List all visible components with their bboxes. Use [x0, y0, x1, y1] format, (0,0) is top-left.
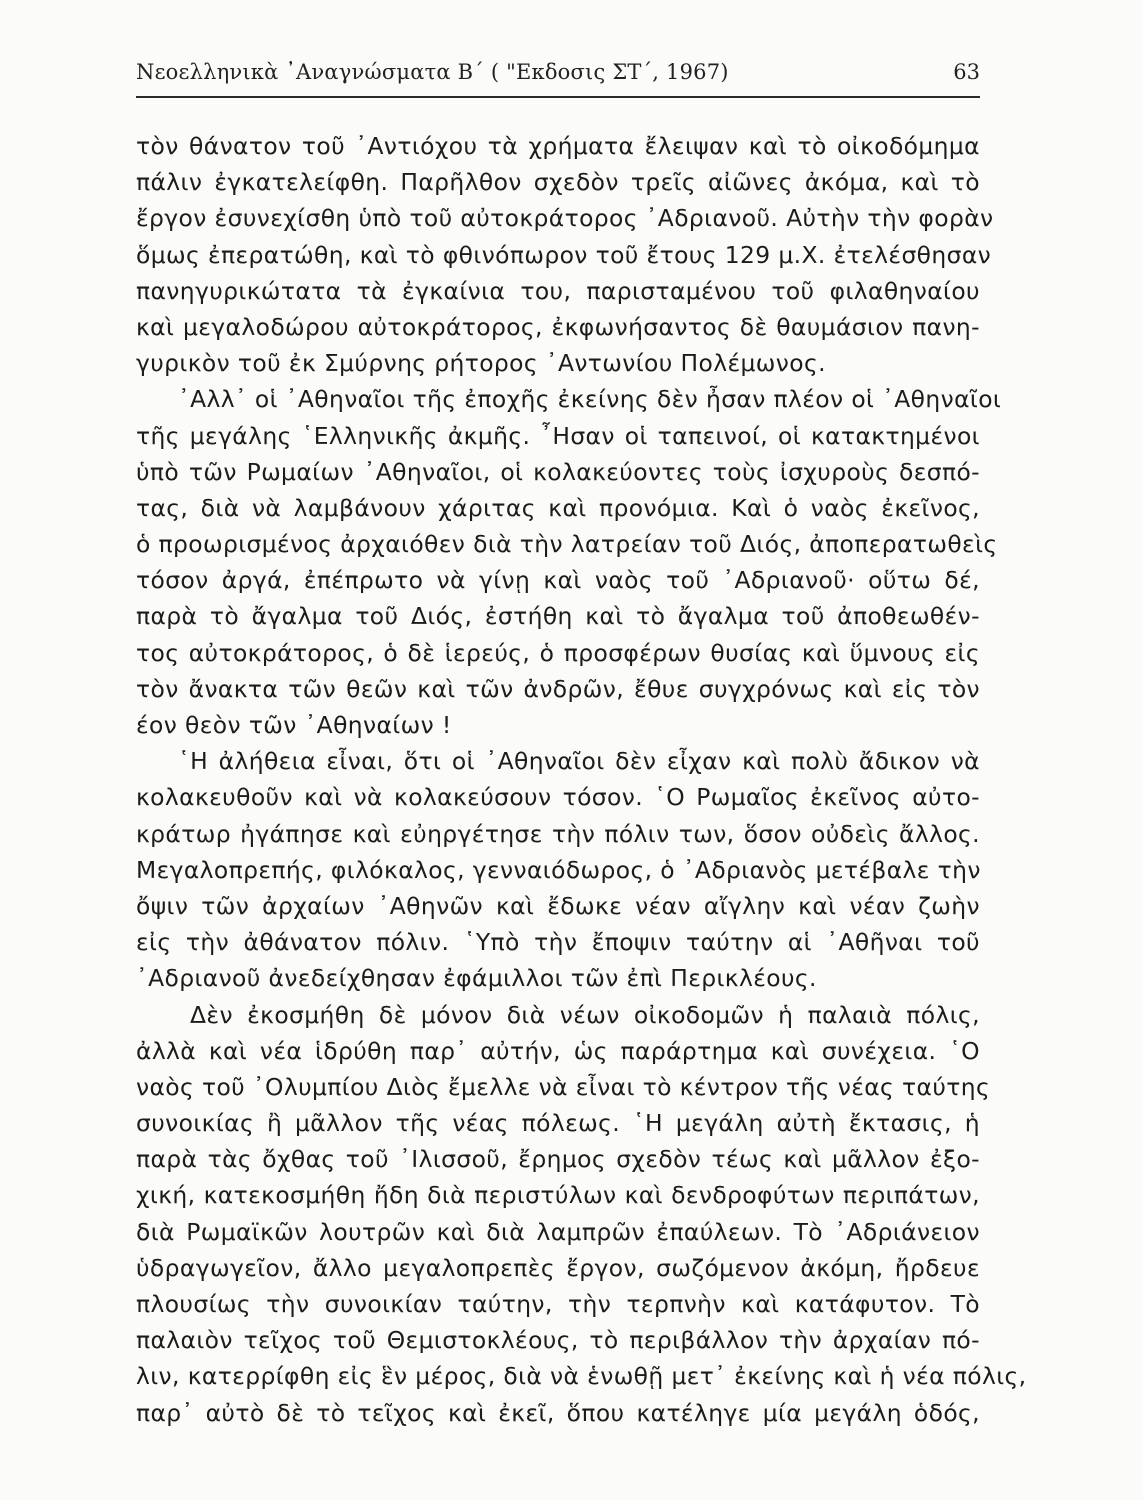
text-line: συνοικίας ἢ μᾶλλον τῆς νέας πόλεως. ῾Η μεγάλη αὐτὴ ἔκτασις, ἡ — [136, 1109, 980, 1138]
text-line: κράτωρ ἠγάπησε καὶ εὐηργέτησε τὴν πόλιν των, ὅσον οὐδεὶς ἄλλος. — [136, 819, 980, 848]
text-line: ναὸς τοῦ ᾿Ολυμπίου Διὸς ἔμελλε νὰ εἶναι τὸ κέντρον τῆς νέας ταύτης — [136, 1072, 991, 1101]
text-line: πλουσίως τὴν συνοικίαν ταύτην, τὴν τερπνὴν καὶ κατάφυτον. Τὸ — [136, 1290, 980, 1318]
text-line: τῆς μεγάλης ῾Ελληνικῆς ἀκμῆς. ῏Ησαν οἱ ταπεινοί, οἱ κατακτημένοι — [136, 421, 980, 450]
header-rule — [136, 96, 980, 98]
text-line: λιν, κατερρίφθη εἰς ἓν μέρος, διὰ νὰ ἑνωθῇ μετ᾿ ἐκείνης καὶ ἡ νέα πόλις, — [136, 1362, 1027, 1391]
text-line: καὶ μεγαλοδώρου αὐτοκράτορος, ἐκφωνήσαντος δὲ θαυμάσιον πανη- — [136, 312, 980, 341]
body-text — [136, 128, 1027, 1431]
running-header — [136, 60, 980, 94]
text-line: πανηγυρικώτατα τὰ ἐγκαίνια του, παρισταμένου τοῦ φιλαθηναίου — [136, 276, 980, 305]
text-line: διὰ Ρωμαϊκῶν λουτρῶν καὶ διὰ λαμπρῶν ἐπαύλεων. Τὸ ᾿Αδριάνειον — [136, 1217, 980, 1246]
text-line: ὑδραγωγεῖον, ἄλλο μεγαλοπρεπὲς ἔργον, σωζόμενον ἀκόμη, ἤρδευε — [136, 1253, 980, 1282]
text-line: εἰς τὴν ἀθάνατον πόλιν. ῾Υπὸ τὴν ἔποψιν ταύτην αἱ ᾿Αθῆναι τοῦ — [136, 928, 980, 957]
text-line: ὁ προωρισμένος ἀρχαιόθεν διὰ τὴν λατρείαν τοῦ Διός, ἀποπερατωθεὶς — [136, 530, 998, 559]
text-line: τος αὐτοκράτορος, ὁ δὲ ἱερεύς, ὁ προσφέρων θυσίας καὶ ὕμνους εἰς — [136, 638, 980, 667]
text-line: ὄψιν τῶν ἀρχαίων ᾿Αθηνῶν καὶ ἔδωκε νέαν αἴγλην καὶ νέαν ζωὴν — [136, 891, 980, 920]
text-line: Δὲν ἐκοσμήθη δὲ μόνον διὰ νέων οἰκοδομῶν ἡ παλαιὰ πόλις, — [190, 1000, 980, 1029]
text-line: πάλιν ἐγκατελείφθη. Παρῆλθον σχεδὸν τρεῖς αἰῶνες ἀκόμα, καὶ τὸ — [136, 168, 980, 197]
text-line: ὅμως ἐπερατώθη, καὶ τὸ φθινόπωρον τοῦ ἔτους 129 μ.Χ. ἐτελέσθησαν — [136, 240, 992, 269]
text-line: χική, κατεκοσμήθη ἤδη διὰ περιστύλων καὶ δενδροφύτων περιπάτων, — [136, 1181, 980, 1210]
text-line: κολακευθοῦν καὶ νὰ κολακεύσουν τόσον. ῾Ο Ρωμαῖος ἐκεῖνος αὐτο- — [136, 783, 980, 812]
text-line: τας, διὰ νὰ λαμβάνουν χάριτας καὶ προνόμια. Καὶ ὁ ναὸς ἐκεῖνος, — [136, 493, 980, 522]
text-line: γυρικὸν τοῦ ἐκ Σμύρνης ρήτορος ᾿Αντωνίου Πολέμωνος. — [136, 349, 826, 378]
text-line: ὑπὸ τῶν Ρωμαίων ᾿Αθηναῖοι, οἱ κολακεύοντες τοὺς ἰσχυροὺς δεσπό- — [136, 457, 980, 486]
text-line: παρὰ τὸ ἄγαλμα τοῦ Διός, ἐστήθη καὶ τὸ ἄγαλμα τοῦ ἀποθεωθέν- — [136, 602, 980, 631]
text-line: τὸν θάνατον τοῦ ᾿Αντιόχου τὰ χρήματα ἔλειψαν καὶ τὸ οἰκοδόμημα — [136, 132, 980, 160]
text-line: παρὰ τὰς ὄχθας τοῦ ᾿Ιλισσοῦ, ἔρημος σχεδὸν τέως καὶ μᾶλλον ἐξο- — [136, 1145, 980, 1174]
text-line: παλαιὸν τεῖχος τοῦ Θεμιστοκλέους, τὸ περιβάλλον τὴν ἀρχαίαν πό- — [136, 1326, 980, 1355]
text-line: τόσον ἀργά, ἐπέπρωτο νὰ γίνῃ καὶ ναὸς τοῦ ᾿Αδριανοῦ· οὕτω δέ, — [136, 566, 980, 595]
text-line: ᾿Αδριανοῦ ἀνεδείχθησαν ἐφάμιλλοι τῶν ἐπὶ Περικλέους. — [136, 964, 817, 993]
text-line: Μεγαλοπρεπής, φιλόκαλος, γενναιόδωρος, ὁ ᾿Αδριανὸς μετέβαλε τὴν — [136, 855, 981, 884]
text-line: έον θεὸν τῶν ᾿Αθηναίων ! — [136, 711, 452, 739]
text-line: ἔργον ἐσυνεχίσθη ὑπὸ τοῦ αὐτοκράτορος ᾿Αδριανοῦ. Αὐτὴν τὴν φορὰν — [136, 204, 994, 233]
text-line: ῾Η ἀλήθεια εἶναι, ὅτι οἱ ᾿Αθηναῖοι δὲν εἶχαν καὶ πολὺ ἄδικον νὰ — [178, 747, 980, 776]
header-title: Νεοελληνικὰ ᾿Αναγνώσματα Β΄ ( "Εκδοσις ΣΤ΄, 1967) — [136, 60, 729, 84]
page-number: 63 — [953, 60, 980, 84]
text-line: παρ᾿ αὐτὸ δὲ τὸ τεῖχος καὶ ἐκεῖ, ὅπου κατέληγε μία μεγάλη ὁδός, — [136, 1398, 980, 1427]
text-line: ᾿Αλλ᾿ οἱ ᾿Αθηναῖοι τῆς ἐποχῆς ἐκείνης δὲν ἦσαν πλέον οἱ ᾿Αθηναῖοι — [178, 385, 1002, 414]
text-line: ἀλλὰ καὶ νέα ἱδρύθη παρ᾿ αὐτήν, ὡς παράρτημα καὶ συνέχεια. ῾Ο — [136, 1036, 980, 1065]
text-line: τὸν ἄνακτα τῶν θεῶν καὶ τῶν ἀνδρῶν, ἔθυε συγχρόνως καὶ εἰς τὸν — [136, 674, 980, 703]
